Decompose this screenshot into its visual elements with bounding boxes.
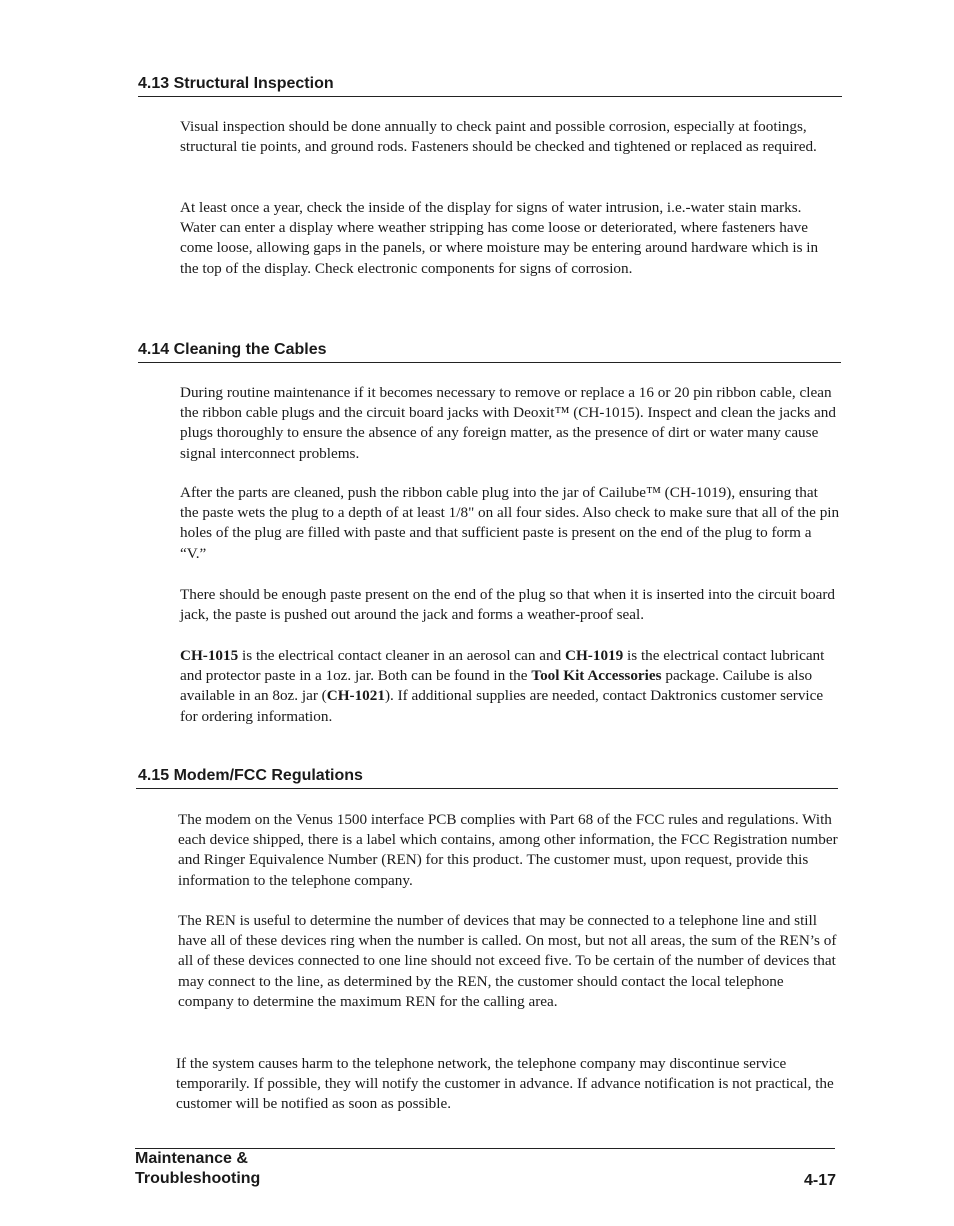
- footer-chapter-title: [135, 1149, 260, 1189]
- part-code-cleaner: CH-1015: [180, 647, 239, 664]
- section-heading-modem-fcc: 4.15 Modem/FCC Regulations: [138, 767, 363, 784]
- section-rule: [136, 788, 838, 789]
- kit-name: Tool Kit Accessories: [531, 667, 662, 685]
- paragraph: The modem on the Venus 1500 interface PCB complies with Part 68 of the FCC rules and regulations. With each device shipped, there is a label which contains, among other information, the FCC Registration number and Ringer Equivalence Number (REN) for this product. The customer must, upon request, provide this information to the telephone company.: [178, 811, 838, 889]
- paragraph: At least once a year, check the inside of the display for signs of water intrusion, i.e.-water stain marks. Water can enter a display where weather stripping has come loose or deteriorated, where fasteners have come loose, allowing gaps in the panels, or where moisture may be entering around hardware which is in the top of the display. Check electronic components for signs of corrosion.: [180, 199, 819, 277]
- part-code-lubricant: CH-1019: [565, 647, 624, 664]
- supplies-text: package. Cailube is also available in an 8oz. jar (: [180, 667, 813, 705]
- section-heading-cleaning-cables: 4.14 Cleaning the Cables: [138, 341, 327, 358]
- section-rule: [138, 362, 841, 363]
- supplies-text: is the electrical contact cleaner in an aerosol can and: [238, 647, 566, 664]
- footer-chapter-line: Troubleshooting: [135, 1170, 261, 1187]
- section-rule: [138, 96, 842, 97]
- paragraph: There should be enough paste present on the end of the plug so that when it is inserted into the circuit board jack, the paste is pushed out around the jack and forms a weather-proof seal.: [180, 586, 836, 624]
- supplies-text: ). If additional supplies are needed, contact Daktronics customer service for ordering information.: [180, 687, 824, 725]
- paragraph: During routine maintenance if it becomes necessary to remove or replace a 16 or 20 pin ribbon cable, clean the ribbon cable plugs and the circuit board jacks with Deoxit™ (CH-1015). Inspect and clean the jacks and plugs thoroughly to ensure the absence of any foreign matter, as the presence of dirt or water many cause signal interconnect problems.: [180, 384, 836, 462]
- supplies-text: is the electrical contact lubricant and protector paste in a 1oz. jar. Both can be found in the: [180, 647, 825, 685]
- part-code-jar: CH-1021: [326, 687, 385, 705]
- paragraph: After the parts are cleaned, push the ribbon cable plug into the jar of Cailube™ (CH-1019), ensuring that the paste wets the plug to a depth of at least 1/8" on all four sides. Also check to make sure that all of the pin holes of the plug are filled with paste and that sufficient paste is present on the end of the plug to form a “V.”: [180, 484, 840, 562]
- paragraph: If the system causes harm to the telephone network, the telephone company may discontinue service temporarily. If possible, they will notify the customer in advance. If advance notification is not practical, the customer will be notified as soon as possible.: [176, 1055, 834, 1113]
- footer-chapter-line: Maintenance &: [135, 1150, 248, 1167]
- section-heading-structural-inspection: 4.13 Structural Inspection: [138, 75, 334, 92]
- paragraph: The REN is useful to determine the number of devices that may be connected to a telephone line and still have all of these devices ring when the number is called. On most, but not all areas, the sum of the REN’s of all of these devices connected to one line should not exceed five. To be certain of the number of devices that may connect to the line, as determined by the REN, the customer should contact the local telephone company to determine the maximum REN for the calling area.: [178, 912, 837, 1010]
- page-number: 4-17: [803, 1172, 836, 1189]
- paragraph: Visual inspection should be done annually to check paint and possible corrosion, especially at footings, structural tie points, and ground rods. Fasteners should be checked and tightened or replaced as required.: [180, 118, 817, 156]
- supplies-paragraph: [180, 646, 840, 727]
